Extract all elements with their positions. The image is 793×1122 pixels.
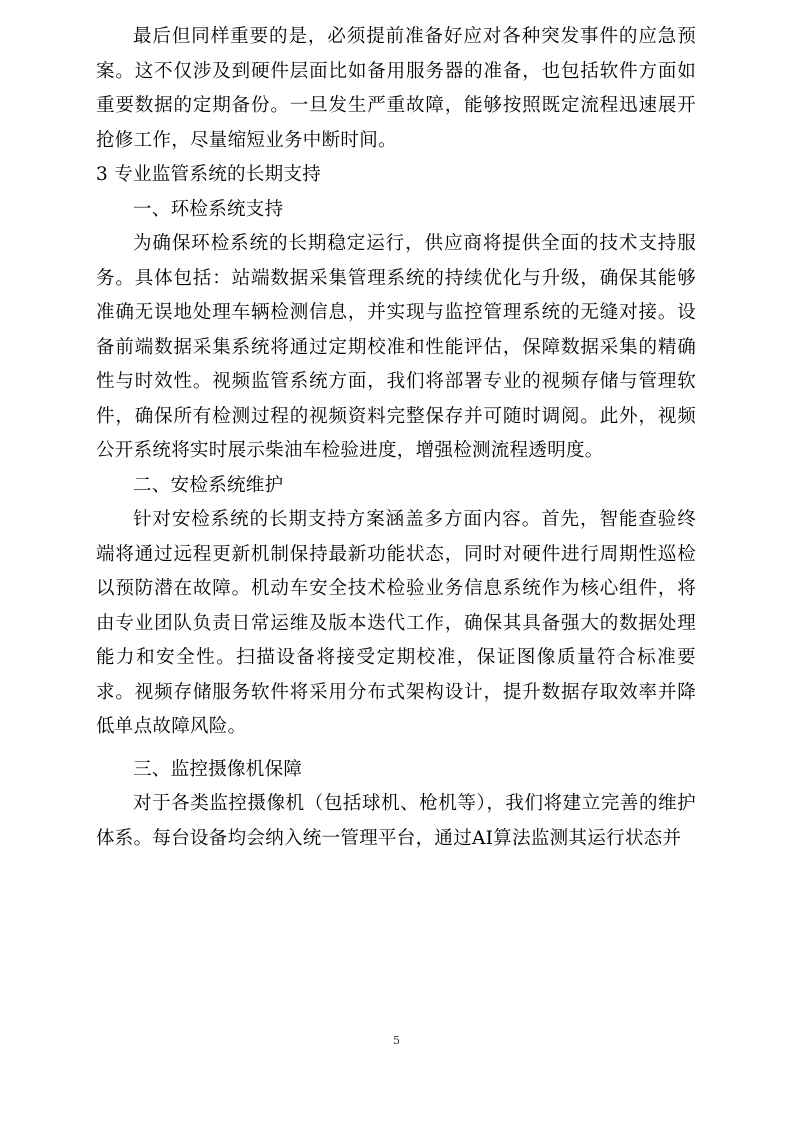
subsection-1-heading: 一、环检系统支持	[133, 198, 284, 220]
camera-maintenance-paragraph: 对于各类监控摄像机（包括球机、枪机等），我们将建立完善的维护体系。每台设备均会纳入统一管理平台，通过AI算法监测其运行状态并	[96, 793, 696, 849]
safety-inspection-paragraph: 针对安检系统的长期支持方案涵盖多方面内容。首先，智能查验终端将通过远程更新机制保持最新功能状态，同时对硬件进行周期性巡检以预防潜在故障。机动车安全技术检验业务信息系统作为核心组件，将由专业团队负责日常运维及版本迭代工作，确保其具备强大的数据处理能力和安全性。扫描设备将接受定期校准，保证图像质量符合标准要求。视频存储服务软件将采用分布式架构设计，提升数据存取效率并降低单点故障风险。	[96, 509, 696, 737]
document-body	[96, 20, 696, 856]
subsection-3-heading: 三、监控摄像机保障	[133, 758, 303, 780]
subsection-2-heading: 二、安检系统维护	[133, 474, 284, 496]
section-3-heading: 3 专业监管系统的长期支持	[96, 164, 322, 185]
page-number: 5	[393, 1034, 400, 1047]
env-inspection-paragraph: 为确保环检系统的长期稳定运行，供应商将提供全面的技术支持服务。具体包括：站端数据采集管理系统的持续优化与升级，确保其能够准确无误地处理车辆检测信息，并实现与监控管理系统的无缝对接。设备前端数据采集系统将通过定期校准和性能评估，保障数据采集的精确性与时效性。视频监管系统方面，我们将部署专业的视频存储与管理软件，确保所有检测过程的视频资料完整保存并可随时调阅。此外，视频公开系统将实时展示柴油车检验进度，增强检测流程透明度。	[96, 233, 696, 461]
emergency-plan-paragraph: 最后但同样重要的是，必须提前准备好应对各种突发事件的应急预案。这不仅涉及到硬件层面比如备用服务器的准备，也包括软件方面如重要数据的定期备份。一旦发生严重故障，能够按照既定流程迅速展开抢修工作，尽量缩短业务中断时间。	[96, 26, 696, 151]
